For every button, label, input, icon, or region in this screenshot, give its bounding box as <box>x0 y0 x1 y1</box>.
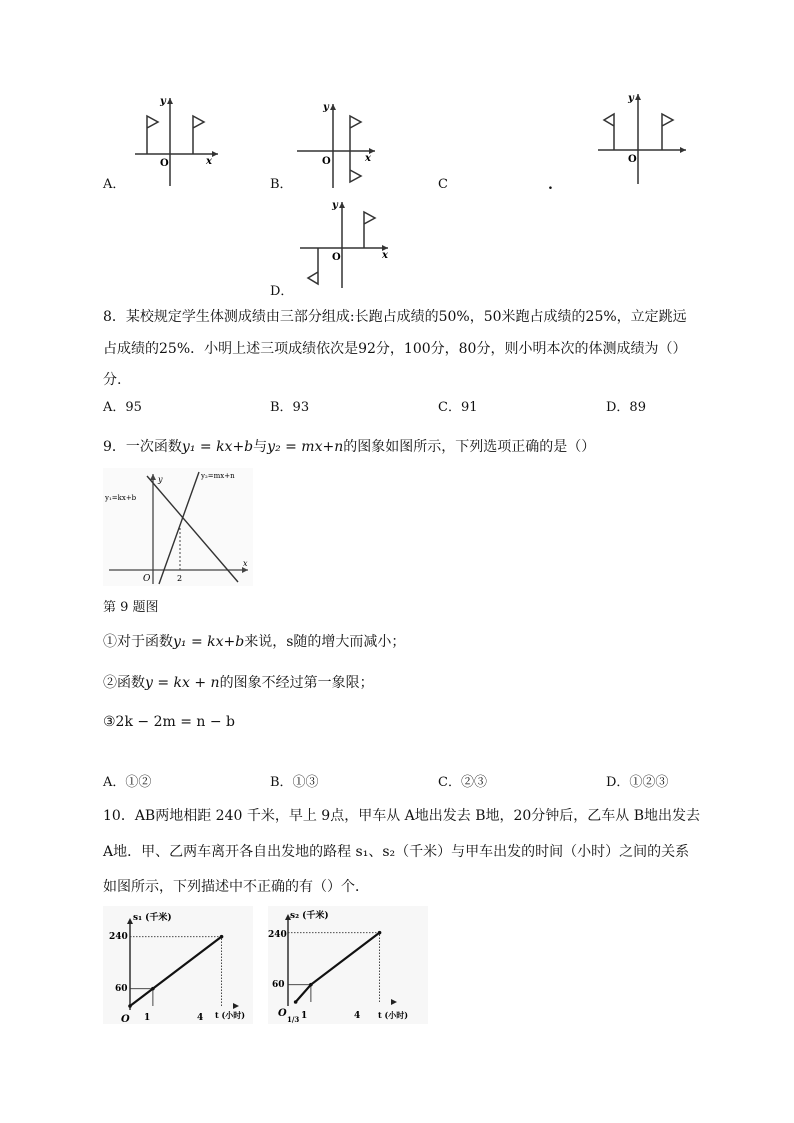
s2-xtick-4: 4 <box>354 1011 361 1021</box>
s1-xtick-1: 1 <box>144 1013 151 1023</box>
graph-d-x: x <box>382 250 388 261</box>
graph-b-origin: O <box>322 156 331 167</box>
q8-option-b: B．93 <box>270 400 310 415</box>
q7-graph-c <box>596 90 691 186</box>
q8-line-2: 占成绩的25%．小明上述三项成绩依次是92分，100分，80分，则小明本次的体测成绩为（） <box>103 341 687 357</box>
graph-a-y: y <box>160 96 166 107</box>
q8-option-c: C．91 <box>438 400 478 415</box>
graph-c-y: y <box>628 93 634 104</box>
s1-ylabel: s₁ (千米) <box>133 913 172 923</box>
q9-formula-2: y₂ = mx+n <box>267 439 344 455</box>
graph-c-origin: O <box>628 154 637 165</box>
q8-line-3: 分. <box>103 372 122 388</box>
s2-xlabel: t (小时) <box>378 1010 409 1020</box>
q10-chart-s2 <box>268 906 428 1024</box>
q9-statement-1: ①对于函数y₁ = kx+b来说，s随的增大而减小； <box>103 634 406 650</box>
q9-statement-3: ③2k − 2m = n − b <box>103 714 235 730</box>
q9-origin: O <box>143 574 151 584</box>
graph-a-origin: O <box>160 158 169 169</box>
q10-line-2: A地．甲、乙两车离开各自出发地的路程 s₁、s₂（千米）与甲车出发的时间（小时）之间的关系 <box>103 844 690 860</box>
q10-chart-s1 <box>103 906 253 1024</box>
s2-ylabel: s₂ (千米) <box>290 911 329 921</box>
q9-formula-1: y₁ = kx+b <box>181 439 254 455</box>
q9-option-b: B．①③ <box>270 775 319 790</box>
graph-d-origin: O <box>332 252 341 263</box>
q10-line-3: 如图所示，下列描述中不正确的有（）个． <box>103 879 369 895</box>
q8-option-a: A．95 <box>103 400 142 415</box>
q9-stem: 9．一次函数y₁ = kx+b与y₂ = mx+n的图象如图所示，下列选项正确的是（） <box>103 439 596 455</box>
q9-option-c: C．②③ <box>438 775 487 790</box>
q9-x-label: x <box>243 559 248 568</box>
s1-xtick-4: 4 <box>197 1013 204 1023</box>
chart1-point-0 <box>128 1004 132 1008</box>
s2-xtick-third: 1/3 <box>287 1015 300 1024</box>
q8-line-1: 8．某校规定学生体测成绩由三部分组成:长跑占成绩的50%，50米跑占成绩的25%，立定跳远 <box>103 309 687 325</box>
chart1-point-2 <box>220 935 224 939</box>
option-d-label: D． <box>270 284 294 299</box>
s2-ytick-240: 240 <box>268 930 287 940</box>
q7-graph-b <box>295 98 380 190</box>
q9-y-label: y <box>158 475 163 484</box>
q9-caption: 第 9 题图 <box>103 600 159 615</box>
q9-option-d: D．①②③ <box>606 775 669 790</box>
chart2-point-1 <box>309 983 313 987</box>
graph-b-y: y <box>323 102 329 113</box>
s1-xlabel: t (小时) <box>215 1010 246 1020</box>
q9-statement-2: ②函数y = kx + n的图象不经过第一象限； <box>103 675 374 691</box>
q10-line-1: 10．AB两地相距 240 千米，早上 9点，甲车从 A地出发去 B地，20分钟后，乙车从 B地出发去 <box>103 808 701 824</box>
graph-b-x: x <box>365 153 371 164</box>
s1-origin: O <box>121 1014 130 1024</box>
s2-xtick-1: 1 <box>301 1011 308 1021</box>
s1-ytick-60: 60 <box>115 984 128 994</box>
q7-graph-a <box>130 92 225 188</box>
q9-label-y1: y₁=kx+b <box>105 494 137 502</box>
q7-graph-d <box>298 198 393 290</box>
option-a-label: A． <box>103 177 126 192</box>
chart1-point-1 <box>151 987 155 991</box>
q9-figure <box>103 468 253 586</box>
option-c-label: C <box>438 177 448 192</box>
chart2-point-2 <box>378 931 382 935</box>
q9-tick-2: 2 <box>177 574 183 583</box>
s2-origin: O <box>278 1008 287 1019</box>
s1-ytick-240: 240 <box>109 932 128 942</box>
graph-d-y: y <box>332 200 338 211</box>
q9-label-y2: y₂=mx+n <box>201 472 235 480</box>
graph-a-x: x <box>206 156 212 167</box>
option-b-label: B． <box>270 177 293 192</box>
q9-option-a: A．①② <box>103 775 152 790</box>
option-c-dot: . <box>548 177 553 193</box>
q8-option-d: D．89 <box>606 400 646 415</box>
chart2-point-0 <box>294 1000 298 1004</box>
s2-ytick-60: 60 <box>272 980 285 990</box>
